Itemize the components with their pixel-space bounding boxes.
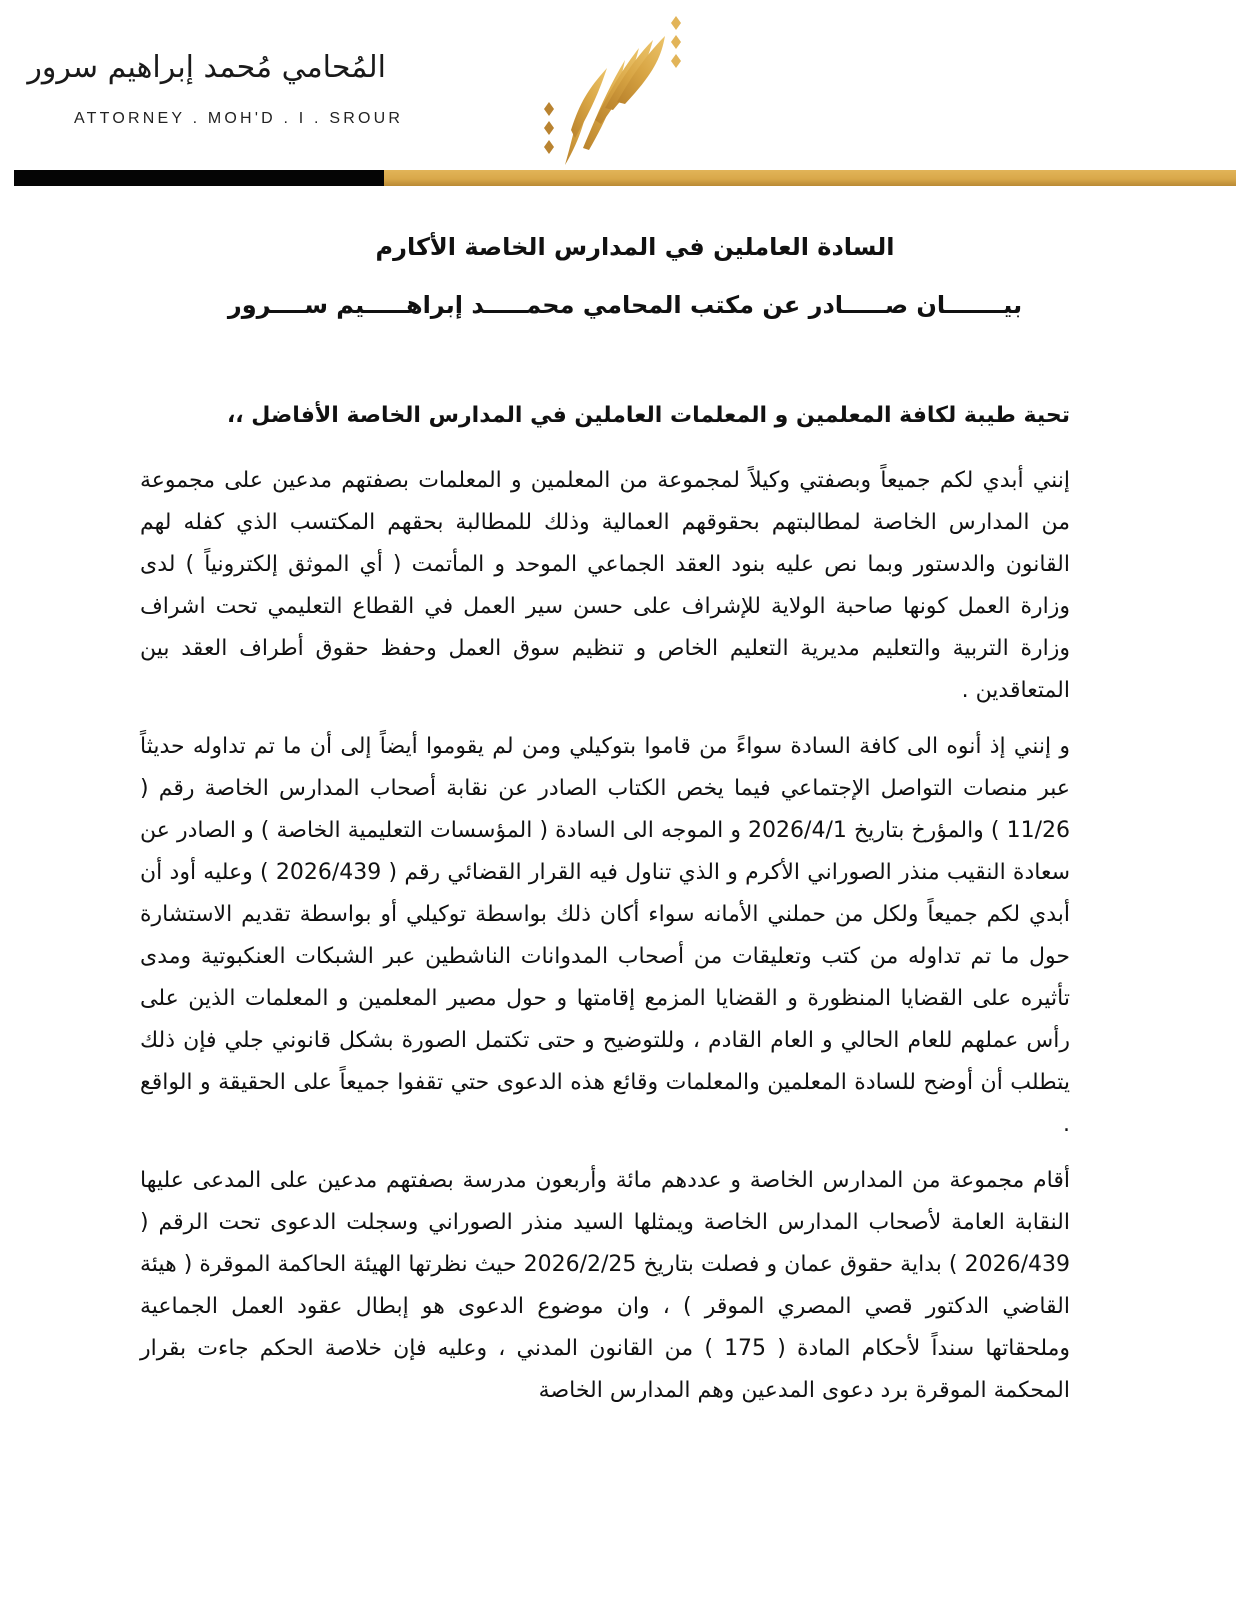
letterhead [0,0,1236,200]
letter-body [140,222,1070,1412]
addressee-heading: السادة العاملين في المدارس الخاصة الأكارم [375,233,895,261]
header-rule-black [14,170,384,186]
header-rule-gold [384,170,1236,186]
attorney-name-arabic: المُحامي مُحمد إبراهيم سرور [27,50,386,85]
paragraph-1: إنني أبدي لكم جميعاً وبصفتي وكيلاً لمجموعة من المعلمين و المعلمات بصفتهم مدعين على مجموعة من المدارس الخاصة لمطالبتهم بحقوقهم العمالية وذلك للمطالبة بحقهم المكتسب الذي كفله لهم القانون والدستور وبما نص عليه بنود العقد الجماعي الموحد و المأتمت ( أي الموثق إلكترونياً ) لدى وزارة العمل كونها صاحبة الولاية للإشراف على حسن سير العمل في القطاع التعليمي تحت اشراف وزارة التربية والتعليم مديرية التعليم الخاص و تنظيم سوق العمل وحفظ حقوق أطراف العقد بين المتعاقدين . [140,468,1070,703]
calligraphy-logo-icon [535,10,695,170]
greeting-line: تحية طيبة لكافة المعلمين و المعلمات العاملين في المدارس الخاصة الأفاضل ،، [226,403,1070,428]
attorney-name-english: ATTORNEY . MOH'D . I . SROUR [74,110,404,127]
statement-title: بيـــــــان صـــــادر عن مكتب المحامي محمـــــد إبراهـــــيم ســــرور [227,291,1023,319]
paragraph-3: أقام مجموعة من المدارس الخاصة و عددهم مائة وأربعون مدرسة بصفتهم مدعين على المدعى عليها النقابة العامة لأصحاب المدارس الخاصة ويمثلها السيد منذر الصوراني وسجلت الدعوى تحت الرقم ( 2026/439 ) بداية حقوق عمان و فصلت بتاريخ 2026/2/25 حيث نظرتها الهيئة الحاكمة الموقرة ( هيئة القاضي الدكتور قصي المصري الموقر ) ، وان موضوع الدعوى هو إبطال عقود العمل الجماعية وملحقاتها سنداً لأحكام المادة ( 175 ) من القانون المدني ، وعليه فإن خلاصة الحكم جاءت بقرار المحكمة الموقرة برد دعوى المدعين وهم المدارس الخاصة [140,1168,1071,1403]
paragraph-2: و إنني إذ أنوه الى كافة السادة سواءً من قاموا بتوكيلي ومن لم يقوموا أيضاً إلى أن ما تم تداوله حديثاً عبر منصات التواصل الإجتماعي فيما يخص الكتاب الصادر عن نقابة أصحاب المدارس الخاصة رقم ( 11/26 ) والمؤرخ بتاريخ 2026/4/1 و الموجه الى السادة ( المؤسسات التعليمية الخاصة ) و الصادر عن سعادة النقيب منذر الصوراني الأكرم و الذي تناول فيه القرار القضائي رقم ( 2026/439 ) وعليه أود أن أبدي لكم جميعاً ولكل من حملني الأمانه سواء أكان ذلك بواسطة توكيلي أو بواسطة تقديم الاستشارة حول ما تم تداوله من كتب وتعليقات من أصحاب المدوانات الناشطين عبر الشبكات العنكبوتية ومدى تأثيره على القضايا المنظورة و القضايا المزمع إقامتها و حول مصير المعلمين و المعلمات الذين على رأس عملهم للعام الحالي و العام القادم ، وللتوضيح و حتى تكتمل الصورة بشكل قانوني جلي فإن ذلك يتطلب أن أوضح للسادة المعلمين والمعلمات وقائع هذه الدعوى حتي تقفوا جميعاً على الحقيقة و الواقع . [140,734,1071,1137]
